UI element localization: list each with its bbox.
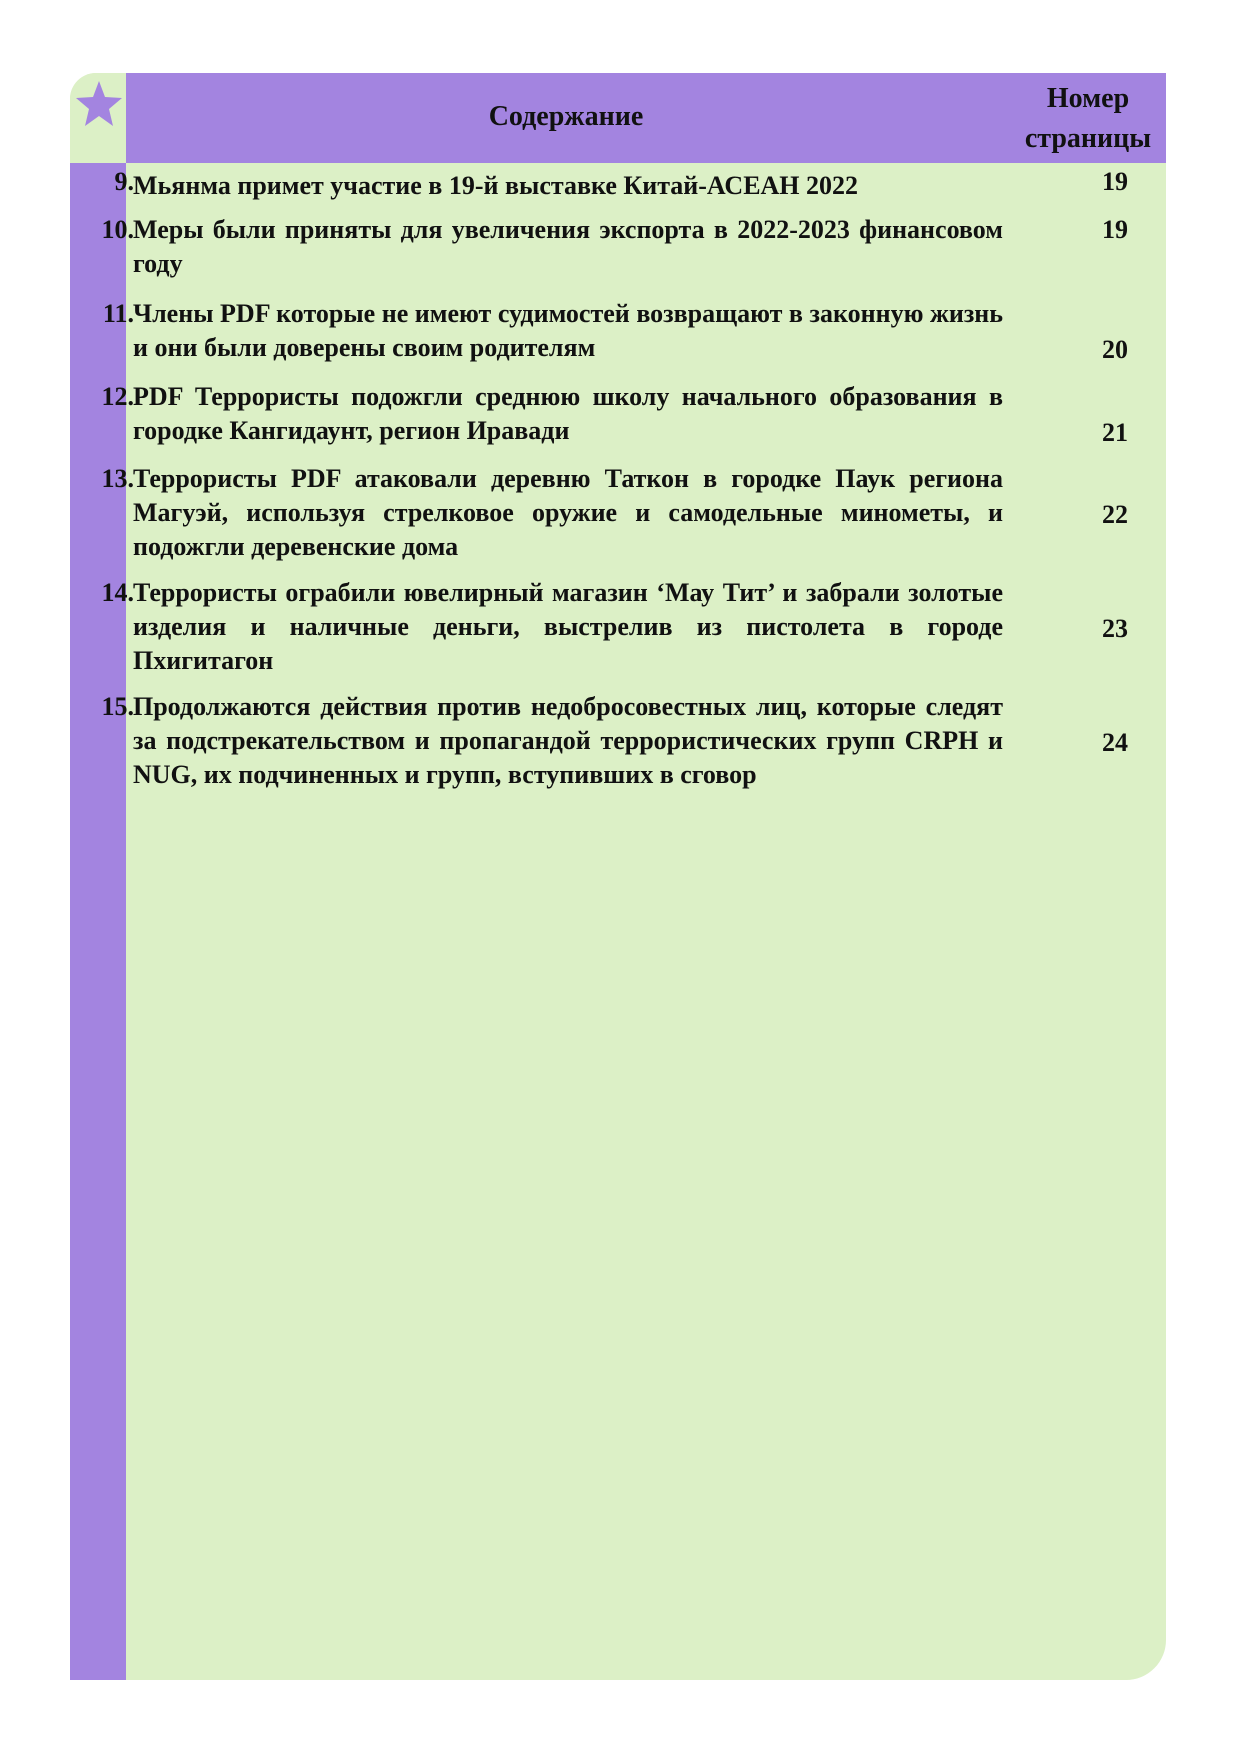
entry-page: 21 bbox=[1102, 418, 1128, 447]
entry-title: Меры были приняты для увеличения экспорта в 2022-2023 финансовом году bbox=[133, 215, 1003, 278]
entry-page: 23 bbox=[1102, 614, 1128, 643]
entry-title: Продолжаются действия против недобросовестных лиц, которые следят за подстрекательством и пропагандой террористических групп CRPH и NUG, их подчиненных и групп, вступивших в сговор bbox=[133, 692, 1003, 789]
star-icon bbox=[74, 79, 124, 129]
page-label-line2: страницы bbox=[1024, 123, 1152, 154]
page-label-line1: Номер bbox=[1046, 83, 1130, 114]
entry-page: 19 bbox=[1102, 167, 1128, 196]
page-number-column-label bbox=[1018, 79, 1158, 159]
entry-number: 9. bbox=[114, 167, 134, 196]
entry-number: 15. bbox=[101, 692, 134, 721]
entry-title: Члены PDF которые не имеют судимостей возвращают в законную жизнь и они были доверены своим родителям bbox=[133, 299, 1003, 362]
entry-number: 12. bbox=[101, 382, 134, 411]
entry-title: Мьянма примет участие в 19-й выставке Китай-АСЕАН 2022 bbox=[133, 171, 859, 200]
entry-title: PDF Террористы подожгли среднюю школу начального образования в городке Кангидаунт, регион Иравади bbox=[133, 382, 1003, 445]
entry-number: 13. bbox=[101, 464, 134, 493]
toc-frame bbox=[70, 73, 1166, 1680]
entry-page: 19 bbox=[1102, 215, 1128, 244]
entry-title: Террористы ограбили ювелирный магазин ‘Мау Тит’ и забрали золотые изделия и наличные деньги, выстрелив из пистолета в городе Пхигитагон bbox=[133, 578, 1003, 675]
entry-number: 10. bbox=[101, 215, 134, 244]
toc-title: Содержание bbox=[488, 101, 644, 132]
corner-cell bbox=[70, 73, 126, 163]
entry-title: Террористы PDF атаковали деревню Таткон в городке Паук региона Магуэй, используя стрелковое оружие и самодельные минометы, и подожгли деревенские дома bbox=[133, 464, 1003, 561]
entry-number: 14. bbox=[101, 578, 134, 607]
entry-page: 22 bbox=[1102, 500, 1128, 529]
entry-page: 24 bbox=[1102, 728, 1128, 757]
entry-page: 20 bbox=[1102, 335, 1128, 364]
toc-header bbox=[126, 73, 1166, 163]
entry-number: 11. bbox=[102, 299, 134, 328]
